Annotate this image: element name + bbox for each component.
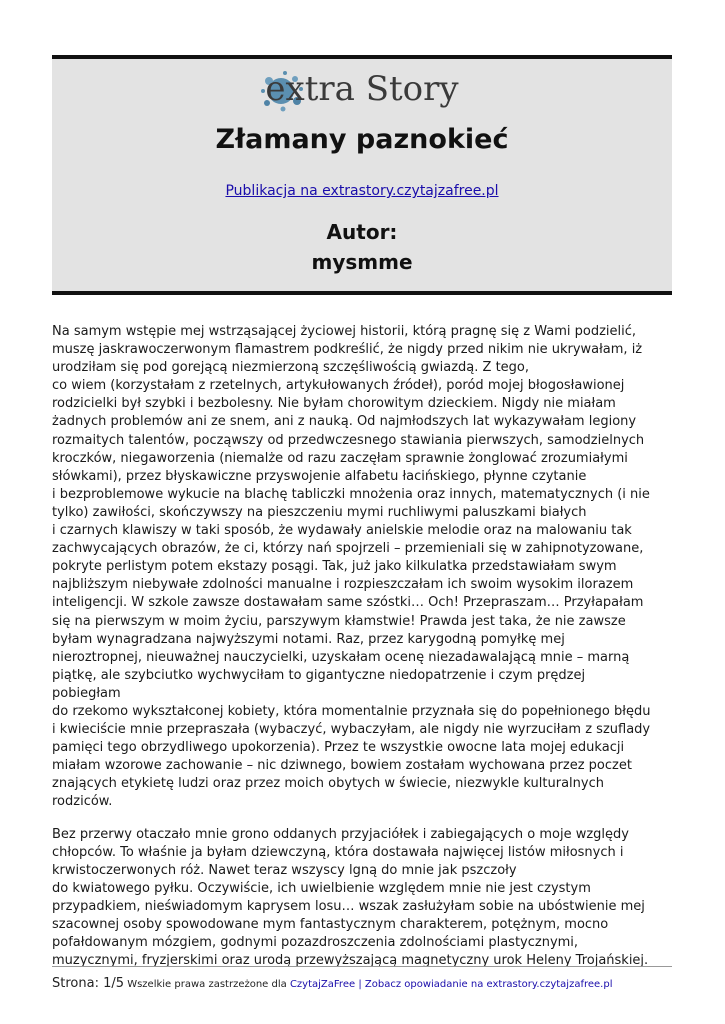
site-logo[interactable] xyxy=(52,65,672,115)
page-footer xyxy=(52,976,692,991)
publication-link[interactable]: Publikacja na extrastory.czytajzafree.pl xyxy=(225,183,499,199)
author-label: Autor: xyxy=(326,220,398,244)
footer-divider xyxy=(52,966,672,967)
rights-text: Wszelkie prawa zastrzeżone dla xyxy=(127,979,287,990)
page-number: Strona: 1/5 xyxy=(52,976,125,991)
story-title: Złamany paznokieć xyxy=(215,124,509,155)
logo-text: extra Story xyxy=(265,69,459,109)
story-link[interactable]: Zobacz opowiadanie na extrastory.czytajzafree.pl xyxy=(364,979,613,990)
author-name: mysmme xyxy=(311,250,413,274)
site-link[interactable]: CzytajZaFree xyxy=(289,979,356,990)
paragraph: Na samym wstępie mej wstrząsającej życiowej historii, którą pragnę się z Wami podzielić, muszę jaskrawoczerwonym flamastrem podkreślić, że nigdy przed nikim nie ukrywałam, iż urodziłam się pod gorejącą niezmierzoną szczęśliwością gwiazdą. Z tego, co wiem (korzystałam z rzetelnych, artykułowanych źródeł), poród mojej błogosławionej rodzicielki był szybki i bezbolesny. Nie byłam chorowitym dzieckiem. Nigdy nie miałam żadnych problemów ani ze snem, ani z nauką. Od najmłodszych lat wykazywałam legiony rozmaitych talentów, począwszy od przedwczesnego stawiania pierwszych, samodzielnych kroczków, niegaworzenia (niemalże od razu zaczęłam sprawnie żonglować zrozumiałymi słówkami), przez błyskawiczne przyswojenie alfabetu łacińskiego, płynne czytanie i bezproblemowe wykucie na blachę tabliczki mnożenia oraz innych, matematycznych (i nie tylko) zawiłości, skończywszy na pieszczeniu mymi ruchliwymi paluszkami białych i czarnych klawiszy w taki sposób, że wydawały anielskie melodie oraz na malowaniu tak zachwycających obrazów, że ci, którzy nań spojrzeli – przemieniali się w zahipnotyzowane, pokryte perlistym potem ekstazy posągi. Tak, już jako kilkulatka przedstawiałam swym najbliższym niebywałe zdolności manualne i rozpieszczałam ich swoim wysokim ilorazem inteligencji. W szkole zawsze dostawałam same szóstki… Och! Przepraszam… Przyłapałam się na pierwszym w moim życiu, parszywym kłamstwie! Prawda jest taka, że nie zawsze byłam wynagradzana najwyższymi notami. Raz, przez karygodną pomyłkę mej nieroztropnej, nieuważnej nauczycielki, uzyskałam ocenę niezadawalającą mnie – marną piątkę, ale szybciutko wychwyciłam to gigantyczne niedopatrzenie i czym prędzej pobiegłam do rzekomo wykształconej kobiety, która momentalnie przyznała się do popełnionego błędu i kwieciście mnie przepraszała (wybaczyć, wybaczyłam, ale nigdy nie wyrzuciłam z szuflady pamięci tego obrzydliwego upokorzenia). Przez te wszystkie owocne lata mojej edukacji miałam wzorowe zachowanie – nic dziwnego, bowiem zostałam wychowana przez poczet znających etykietę ludzi oraz przez moich obytych w świecie, niezwykle kulturalnych rodziców. xyxy=(52,324,651,810)
story-body xyxy=(52,323,672,984)
paragraph: Bez przerwy otaczało mnie grono oddanych przyjaciółek i zabiegających o moje względy chłopców. To właśnie ja byłam dziewczyną, która dostawała najwięcej listów miłosnych i krwistoczerwonych róż. Nawet teraz wszyscy lgną do mnie jak pszczoły do kwiatowego pyłku. Oczywiście, ich uwielbienie względem mnie nie jest czystym przypadkiem, nieświadomym kaprysem losu… wszak zasłużyłam sobie na ubóstwienie mej szacownej osoby spowodowane mym fantastycznym charakterem, potężnym, mocno pofałdowanym mózgiem, godnymi pozazdroszczenia zdolnościami plastycznymi, muzycznymi, fryzjerskimi oraz urodą przewyższającą magnetyczny urok Heleny Trojańskiej. xyxy=(52,826,649,969)
footer-separator: | xyxy=(358,979,362,990)
